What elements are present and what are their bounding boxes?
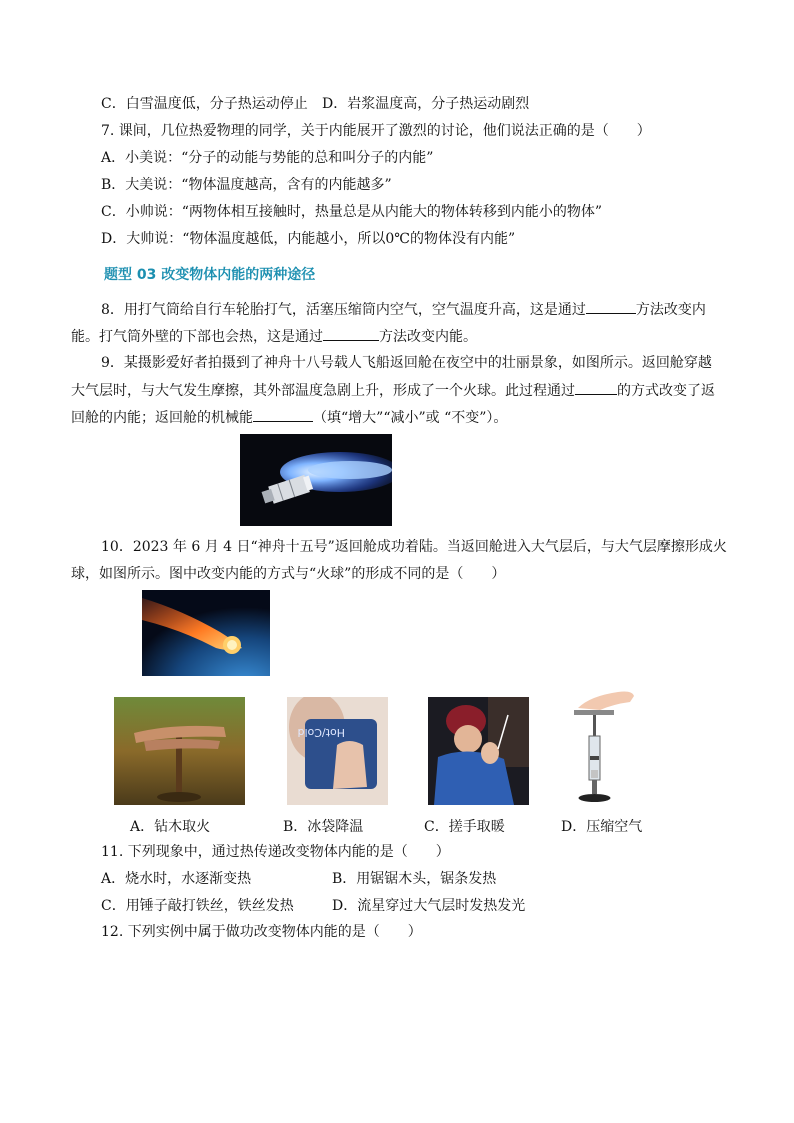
q11-option-d: D．流星穿过大气层时发热发光 <box>332 898 526 914</box>
ice-bag-photo <box>287 697 388 805</box>
q9-line-1: 9．某摄影爱好者拍摄到了神舟十八号载人飞船返回舱在夜空中的壮丽景象，如图所示。返回舱穿越 <box>101 355 712 371</box>
capsule-photo <box>240 434 392 526</box>
fireball-photo <box>142 590 270 676</box>
q10-option-a: A．钻木取火 <box>130 819 211 835</box>
q10-option-b: B．冰袋降温 <box>283 819 364 835</box>
q7-option-b: B．大美说：“物体温度越高，含有的内能越多” <box>101 177 392 193</box>
q7-option-c: C．小帅说：“两物体相互接触时，热量总是从内能大的物体转移到内能小的物体” <box>101 204 603 220</box>
q9-line-3: 回舱的内能；返回舱的机械能 （填“增大”“减小”或 “不变”）。 <box>71 407 507 428</box>
q7-option-a: A．小美说：“分子的动能与势能的总和叫分子的内能” <box>101 150 434 166</box>
ice-bag-label: Hot/Cold <box>297 726 345 739</box>
q9-line-2: 大气层时，与大气发生摩擦，其外部温度急剧上升，形成了一个火球。此过程通过 的方式改变了返 <box>71 380 715 401</box>
q12-stem: 12. 下列实例中属于做功改变物体内能的是（ ） <box>101 924 422 940</box>
q8-line-1: 8．用打气筒给自行车轮胎打气，活塞压缩筒内空气，空气温度升高，这是通过 方法改变内 <box>101 299 706 320</box>
q8-line-2: 能。打气筒外壁的下部也会热，这是通过 方法改变内能。 <box>71 326 477 347</box>
q9-blank-1[interactable] <box>575 380 617 395</box>
q9-blank-2[interactable] <box>253 407 313 422</box>
q6-option-d: D．岩浆温度高，分子热运动剧烈 <box>322 96 530 112</box>
q10-line-1: 10．2023 年 6 月 4 日“神舟十五号”返回舱成功着陆。当返回舱进入大气层后，与大气层摩擦形成火 <box>101 539 727 555</box>
q8-blank-1[interactable] <box>586 299 636 314</box>
q11-option-b: B．用锯锯木头，锯条发热 <box>332 871 497 887</box>
drill-wood-photo <box>114 697 245 805</box>
rub-hands-photo <box>428 697 529 805</box>
q11-stem: 11. 下列现象中，通过热传递改变物体内能的是（ ） <box>101 844 450 860</box>
q10-option-d: D．压缩空气 <box>561 819 643 835</box>
q7-option-d: D．大帅说：“物体温度越低，内能越小，所以0℃的物体没有内能” <box>101 231 516 247</box>
q11-option-a: A．烧水时，水逐渐变热 <box>101 871 252 887</box>
section-heading: 题型 03 改变物体内能的两种途径 <box>104 267 316 283</box>
compress-air-diagram <box>570 686 636 806</box>
q10-line-2: 球，如图所示。图中改变内能的方式与“火球”的形成不同的是（ ） <box>71 566 506 582</box>
q11-option-c: C．用锤子敲打铁丝，铁丝发热 <box>101 898 294 914</box>
q6-option-c: C．白雪温度低，分子热运动停止 <box>101 96 308 112</box>
q8-blank-2[interactable] <box>323 326 379 341</box>
q7-stem: 7. 课间，几位热爱物理的同学，关于内能展开了激烈的讨论，他们说法正确的是（ ） <box>101 123 651 139</box>
q10-option-c: C．搓手取暖 <box>424 819 505 835</box>
